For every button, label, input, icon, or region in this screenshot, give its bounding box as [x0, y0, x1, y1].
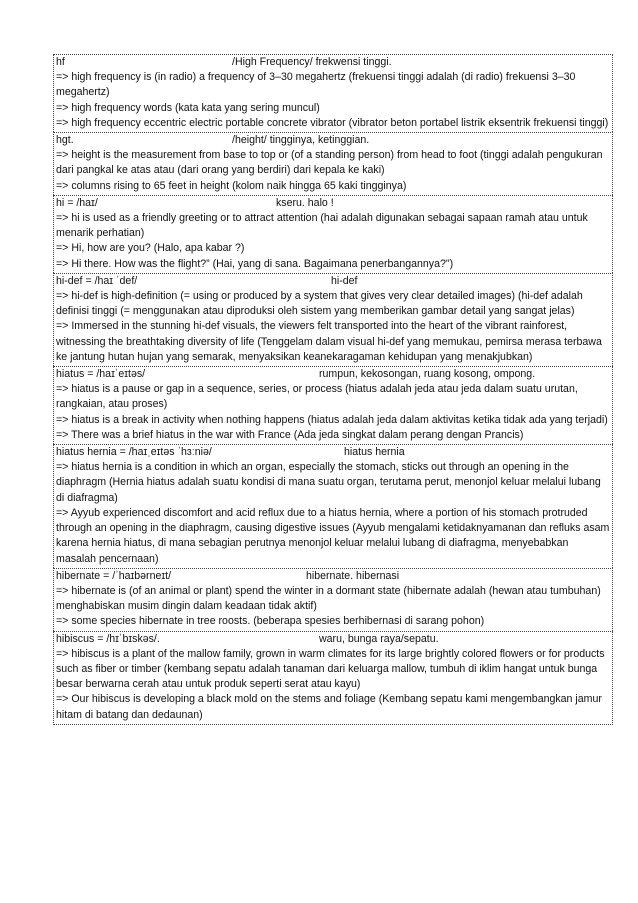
entry-example-line: => Our hibiscus is developing a black mold on the stems and foliage (Kembang sepatu kami mengembangkan jamur hitam di batang dan dedaunan)	[56, 693, 602, 721]
dictionary-entry	[53, 366, 613, 444]
entry-term: hiatus = /haɪˈeɪtəs/	[56, 368, 146, 381]
entry-example-line: => There was a brief hiatus in the war with France (Ada jeda singkat dalam perang dengan Prancis)	[56, 428, 524, 441]
entry-example-line: => height is the measurement from base to top or (of a standing person) from head to foot (tinggi adalah pengukuran dari pangkal ke atas atau (dari orang yang berdiri) dari kepala ke kaki)	[56, 149, 603, 177]
dictionary-entry	[53, 54, 613, 132]
dictionary-entry	[53, 273, 613, 366]
entry-example-line: => hibiscus is a plant of the mallow family, grown in warm climates for its large brightly colored flowers or for products such as fiber or timber (kembang sepatu adalah tanaman dari keluarga mallow, tumbuh di iklim hangat untuk bunga besar berwarna cerah atau untuk produk seperti serat atau kayu)	[56, 647, 605, 691]
entry-translation: hibernate. hibernasi	[306, 569, 400, 582]
entry-example-line: => hibernate is (of an animal or plant) spend the winter in a dormant state (hibernate adalah (hewan atau tumbuhan) menghabiskan musim dingin dalam keadaan tidak aktif)	[56, 584, 601, 613]
entry-term: hgt.	[56, 134, 74, 147]
entry-translation: hi-def	[331, 274, 358, 287]
dictionary-entry	[53, 631, 613, 725]
entry-example-line: => some species hibernate in tree roosts. (beberapa spesies berhibernasi di sarang pohon)	[56, 615, 485, 628]
entry-example-line: => Immersed in the stunning hi-def visuals, the viewers felt transported into the heart of the vibrant rainforest, witnessing the breathtaking diversity of life (Tenggelam dalam visual hi-def yang memukau, pemirsa merasa terbawa ke jantung hutan hujan yang semarak, menyaksikan keanekaragaman kehidupan yang menakjubkan)	[56, 320, 602, 363]
dictionary-entry	[53, 195, 613, 273]
entry-term: hiatus hernia = /haɪˌeɪtəs ˈhɜːniə/	[56, 446, 212, 459]
entry-example-line: => high frequency is (in radio) a frequency of 3–30 megahertz (frekuensi tinggi adalah (di radio) frekuensi 3–30 megahertz)	[56, 71, 576, 99]
entry-translation: /height/ tingginya, ketinggian.	[232, 134, 370, 147]
entry-term: hi-def = /haɪ ˈdef/	[56, 274, 138, 287]
entry-example-line: => hi-def is high-definition (= using or produced by a system that gives very clear detailed images) (hi-def adalah definisi tinggi (= menggunakan atau diproduksi oleh sistem yang memberikan gambar detail yang sangat jelas)	[56, 290, 583, 318]
entry-term: hf	[56, 56, 65, 68]
entry-example-line: => Hi, how are you? (Halo, apa kabar ?)	[56, 242, 245, 255]
dictionary-entry	[53, 444, 613, 568]
entry-header	[56, 274, 611, 289]
entry-example-line: => high frequency words (kata kata yang sering muncul)	[56, 101, 320, 114]
entry-example-line: => hi is used as a friendly greeting or to attract attention (hai adalah digunakan sebagai sapaan ramah atau untuk menarik perhatian)	[56, 212, 588, 240]
entry-header	[56, 569, 611, 584]
dictionary-entry	[53, 568, 613, 631]
entry-term: hibernate = /ˈhaɪbərneɪt/	[56, 569, 172, 582]
entry-translation: /High Frequency/ frekwensi tinggi.	[232, 56, 392, 68]
entry-example-line: => Ayyub experienced discomfort and acid reflux due to a hiatus hernia, where a portion of his stomach protruded through an opening in the diaphragm, causing digestive issues (Ayyub mengalami ketidaknyamanan dan refluks asam karena hernia hiatus, di mana sebagian perutnya menonjol keluar melalui lubang di diafragma, menyebabkan masalah pencernaan)	[56, 506, 610, 565]
entry-translation: hiatus hernia	[344, 446, 405, 459]
entry-header	[56, 445, 611, 460]
entry-term: hibiscus = /hɪˈbɪskəs/.	[56, 632, 160, 645]
entry-header	[56, 55, 611, 70]
entry-example-line: => columns rising to 65 feet in height (kolom naik hingga 65 kaki tingginya)	[56, 179, 407, 192]
entry-example-line: => hiatus is a pause or gap in a sequence, series, or process (hiatus adalah jeda atau jeda dalam suatu urutan, rangkaian, atau proses)	[56, 383, 578, 411]
dictionary-page	[53, 54, 613, 725]
entry-header	[56, 133, 611, 148]
entry-header	[56, 196, 611, 211]
entry-example-line: => hiatus hernia is a condition in which an organ, especially the stomach, sticks out through an opening in the diaphragm (Hernia hiatus adalah suatu kondisi di mana suatu organ, terutama perut, menonjol keluar melalui lubang di diafragma)	[56, 461, 601, 504]
entry-example-line: => high frequency eccentric electric portable concrete vibrator (vibrator beton portabel listrik eksentrik frekuensi tinggi)	[56, 116, 609, 129]
entry-header	[56, 367, 611, 382]
entry-header	[56, 632, 611, 647]
entry-example-line: => Hi there. How was the flight?” (Hai, yang di sana. Bagaimana penerbangannya?")	[56, 257, 454, 270]
dictionary-entry	[53, 132, 613, 195]
entry-example-line: => hiatus is a break in activity when nothing happens (hiatus adalah jeda dalam aktivitas ketika tidak ada yang terjadi)	[56, 413, 608, 426]
entry-translation: rumpun, kekosongan, ruang kosong, ompong.	[319, 368, 536, 381]
entry-translation: waru, bunga raya/sepatu.	[319, 632, 439, 645]
entry-term: hi = /haɪ/	[56, 196, 98, 209]
entry-translation: kseru. halo !	[276, 196, 334, 209]
